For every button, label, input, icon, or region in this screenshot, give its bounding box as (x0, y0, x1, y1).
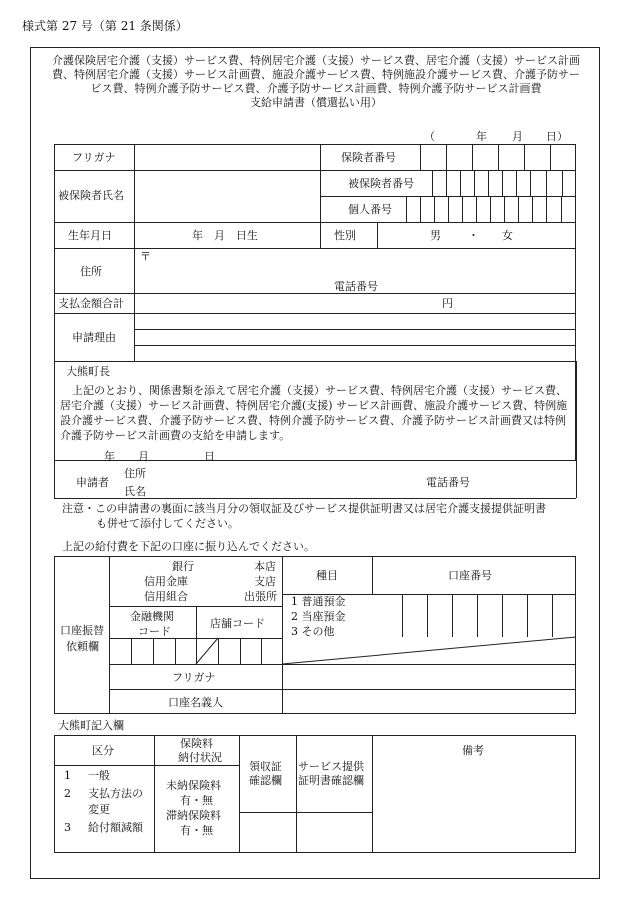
total-amount-label: 支払金額合計 (58, 297, 124, 310)
category-num-1: 1 (64, 769, 71, 782)
bank-type-credit-bank[interactable]: 信用金庫 (144, 575, 188, 588)
account-type-option-3[interactable]: 3 その他 (291, 625, 335, 638)
bank-furigana-label: フリガナ (172, 671, 216, 684)
unpaid-premium-yn[interactable]: 有・無 (180, 794, 213, 807)
personal-number-label: 個人番号 (348, 203, 392, 216)
insured-name-label: 被保険者氏名 (58, 189, 124, 202)
address-label: 住所 (80, 265, 102, 278)
bank-side-label: 口座振替 (60, 624, 104, 637)
declaration-body: 上記のとおり、関係書類を添えて居宅介護（支援）サービス費、特例居宅介護（支援）サービス費、居宅介護（支援）サービス計画費、特例居宅介護(支援) サービス計画費、施設介護サービス費、特例施設介護サービス費、介護予防サービス費、特例介護予防サービス費、介護予防サービス計画費又は特例介護予防サービス計画費の支給を申請します。 (60, 384, 568, 442)
applicant-label: 申請者 (76, 476, 109, 489)
branch-type-branch[interactable]: 支店 (254, 575, 276, 588)
remarks-field[interactable] (374, 765, 575, 852)
overdue-premium-label: 滞納保険料 (166, 809, 221, 822)
yen-unit: 円 (442, 297, 453, 310)
category-label-3[interactable]: 給付額減額 (88, 821, 143, 834)
decl-month: 月 (138, 450, 149, 463)
sex-male[interactable]: 男 (430, 229, 441, 242)
bank-side-label-2: 依頼欄 (66, 640, 99, 653)
decl-day: 日 (204, 450, 215, 463)
premium-header: 保険料 (180, 737, 213, 750)
birthdate-ymd: 年 月 日生 (192, 229, 258, 242)
date-month: 月 (512, 130, 523, 143)
service-header-2: 証明書確認欄 (298, 774, 364, 787)
postal-mark: 〒 (140, 250, 151, 263)
sex-label: 性別 (334, 229, 356, 242)
phone-label: 電話番号 (334, 280, 378, 293)
branch-code-field[interactable] (219, 639, 281, 663)
applicant-phone-label: 電話番号 (426, 476, 470, 489)
branch-type-sub[interactable]: 出張所 (244, 590, 277, 603)
category-header: 区分 (92, 744, 114, 757)
furigana-label: フリガナ (72, 151, 116, 164)
office-heading: 大熊町記入欄 (58, 719, 124, 732)
branch-type-head[interactable]: 本店 (254, 560, 276, 573)
account-type-option-2[interactable]: 2 当座預金 (291, 610, 346, 623)
bank-type-credit-union[interactable]: 信用組合 (144, 590, 188, 603)
service-header: サービス提供 (298, 760, 364, 773)
receipt-header-2: 確認欄 (249, 774, 282, 787)
title-line-2: 費、特例居宅介護（支援）サービス計画費、施設介護サービス費、特例施設介護サービス費、介護予防サー (52, 68, 580, 81)
unpaid-premium-label: 未納保険料 (166, 779, 221, 792)
institution-code-label-2: コード (138, 625, 171, 638)
title-line-1: 介護保険居宅介護（支援）サービス費、特例居宅介護（支援）サービス費、居宅介護（支援）サービス計画 (52, 54, 580, 67)
overdue-premium-yn[interactable]: 有・無 (180, 824, 213, 837)
reason-label: 申請理由 (72, 331, 116, 344)
note-line-2: も併せて添付してください。 (96, 517, 239, 530)
title-line-4: 支給申請書（償還払い用） (250, 96, 382, 109)
date-year: 年 (476, 130, 487, 143)
account-holder-label: 口座名義人 (168, 696, 223, 709)
addressee: 大熊町長 (66, 365, 110, 378)
category-label-2b: 変更 (88, 803, 110, 816)
service-check-field[interactable] (298, 814, 371, 852)
branch-code-label: 店舗コード (210, 617, 265, 630)
remarks-header: 備考 (462, 744, 484, 757)
applicant-address-label: 住所 (124, 467, 146, 480)
date-open: （ (424, 130, 435, 143)
account-number-field[interactable] (373, 595, 575, 636)
bank-type-bank[interactable]: 銀行 (172, 560, 194, 573)
category-num-3: 3 (64, 821, 71, 834)
insurer-number-label: 保険者番号 (341, 151, 396, 164)
note-line-1: 注意・この申請書の裏面に該当月分の領収証及びサービス提供証明書又は居宅介護支援提供証明書 (62, 502, 546, 515)
decl-year: 年 (104, 450, 115, 463)
sex-separator: ・ (468, 229, 479, 242)
institution-code-label: 金融機関 (130, 610, 174, 623)
birthdate-label: 生年月日 (68, 229, 112, 242)
applicant-name-label: 氏名 (124, 485, 146, 498)
account-type-label: 種目 (316, 569, 338, 582)
receipt-header: 領収証 (249, 760, 282, 773)
bank-furigana-field[interactable] (284, 666, 574, 688)
receipt-check-field[interactable] (241, 814, 295, 852)
category-label-1[interactable]: 一般 (88, 769, 110, 782)
transfer-intro: 上記の給付費を下記の口座に振り込んでください。 (62, 540, 315, 553)
sex-female[interactable]: 女 (502, 229, 513, 242)
premium-header-2: 納付状況 (178, 751, 222, 764)
institution-code-field[interactable] (110, 639, 196, 663)
insured-number-label: 被保険者番号 (348, 177, 414, 190)
title-line-3: ビス費、特例介護予防サービス費、介護予防サービス計画費、特例介護予防サービス計画費 (90, 82, 542, 95)
account-type-option-1[interactable]: 1 普通預金 (291, 595, 346, 608)
form-number: 様式第 27 号（第 21 条関係） (22, 19, 188, 33)
category-label-2[interactable]: 支払方法の (88, 787, 143, 800)
date-day: 日） (546, 130, 568, 143)
account-number-label: 口座番号 (448, 569, 492, 582)
category-num-2: 2 (64, 787, 71, 800)
account-holder-field[interactable] (284, 691, 574, 713)
